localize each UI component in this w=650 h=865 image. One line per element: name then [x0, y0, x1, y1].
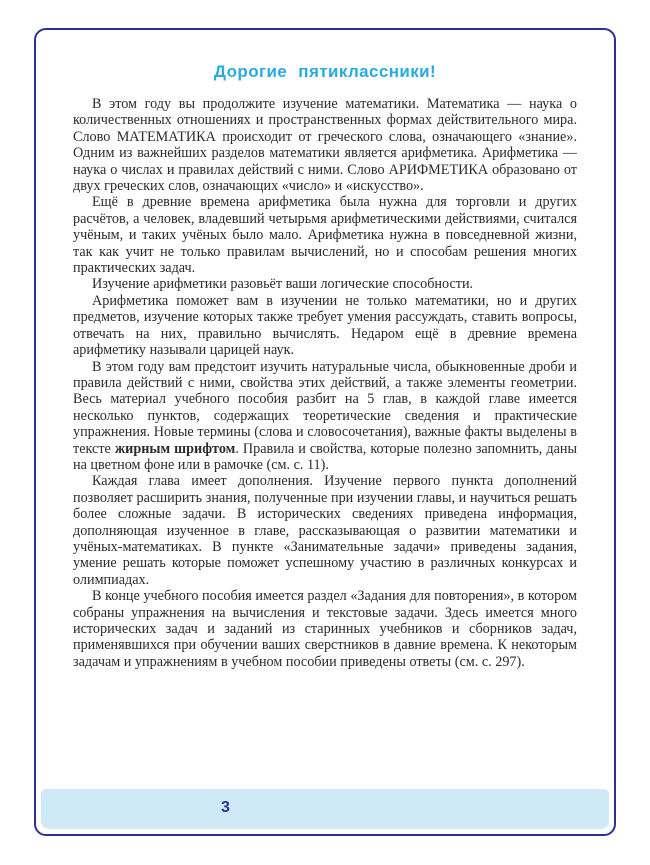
paragraph [73, 473, 577, 588]
paragraph [73, 293, 577, 359]
paragraph [73, 588, 577, 670]
bold-text-segment: жирным шрифтом [114, 440, 236, 457]
text-segment: В этом году вы продолжите изучение математики. Математика — наука о количественных отношениях и пространственных формах действительного мира. Слово МАТЕМАТИКА происходит от греческого слова, означающего «знание». Одним из важнейших разделов математики является арифметика. Арифметика — наука о числах и правилах действий с ними. Слово АРИФМЕТИКА образовано от двух греческих слов, означающих «число» и «искусство». [73, 96, 577, 195]
text-segment: Каждая глава имеет дополнения. Изучение первого пункта дополнений позволяет расширить знания, полученные при изучении главы, и научиться решать более сложные задачи. В исторических сведениях приведена информация, дополняющая изученное в главе, рассказывающая о развитии математики и учёных-математиках. В пункте «Занимательные задачи» приведены задания, умение решать которые поможет успешному участию в различных конкурсах и олимпиадах. [73, 473, 577, 588]
body-text [73, 96, 577, 670]
page-footer [41, 789, 609, 829]
text-segment: Арифметика поможет вам в изучении не только математики, но и других предметов, изучение которых также требует умения рассуждать, ставить вопросы, отвечать на них, правильно вычислять. Недаром ещё в древние времена арифметику называли царицей наук. [73, 292, 577, 359]
text-segment: В этом году вам предстоит изучить натуральные числа, обыкновенные дроби и правила действий с ними, свойства этих действий, а также элементы геометрии. Весь материал учебного пособия разбит на 5 глав, в каждой главе имеется несколько пунктов, содержащих теоретические сведения и практические упражнения. Новые термины (слова и словосочетания), важные факты выделены в тексте [73, 358, 577, 457]
page-number: 3 [221, 799, 230, 816]
paragraph [73, 276, 577, 292]
page-title: Дорогие пятиклассники! [213, 62, 437, 81]
text-segment: В конце учебного пособия имеется раздел «Задания для повторения», в котором собраны упражнения на вычисления и текстовые задачи. Здесь имеется много исторических задач и заданий из старинных учебников и сборников задач, применявшихся при обучении ваших сверстников в давние времена. К некоторым задачам и упражнениям в учебном пособии приведены ответы (см. с. 297). [73, 588, 577, 670]
page-border-frame [34, 28, 616, 836]
text-segment: Изучение арифметики разовьёт ваши логические способности. [92, 276, 474, 293]
paragraph [73, 359, 577, 474]
text-segment: . Правила и свойства, которые полезно запомнить, даны на цветном фоне или в рамочке (см. с. 11). [73, 440, 577, 473]
paragraph [73, 194, 577, 276]
text-segment: Ещё в древние времена арифметика была нужна для торговли и других расчётов, а человек, владевший четырьмя арифметическими действиями, считался учёным, и таких учёных было мало. Арифметика нужна в повседневной жизни, так как учит не только правилам вычислений, но и способам решения многих практических задач. [73, 194, 577, 277]
paragraph [73, 96, 577, 194]
